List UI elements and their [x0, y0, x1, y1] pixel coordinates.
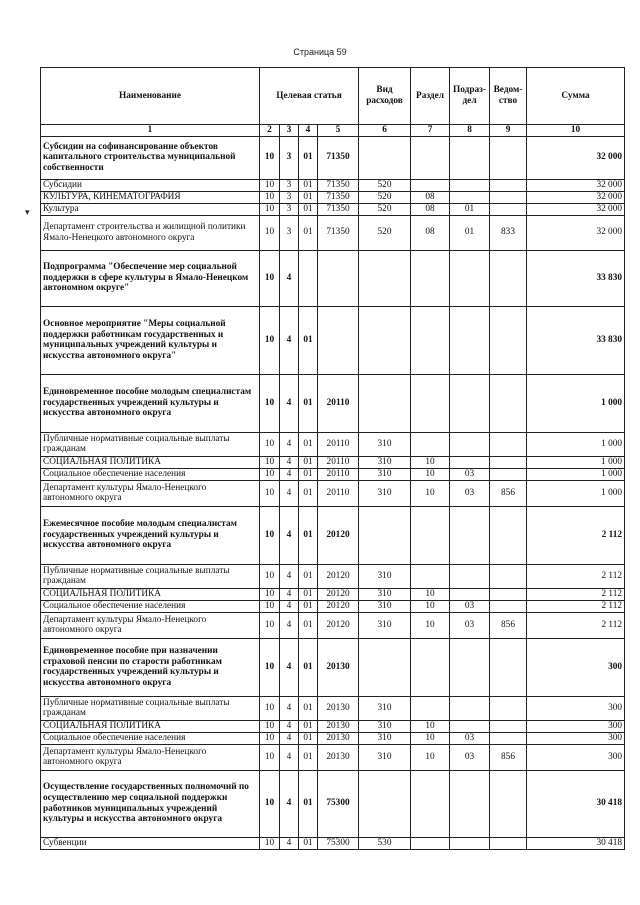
row-sum: 300	[527, 744, 625, 770]
table-row	[41, 432, 625, 456]
table-row	[41, 506, 625, 564]
row-sum: 2 112	[527, 588, 625, 600]
expense-type: 520	[359, 215, 411, 250]
section-code	[411, 564, 450, 588]
expense-type	[359, 638, 411, 696]
header-department: Ведом-ство	[490, 68, 527, 125]
section-code	[411, 506, 450, 564]
target-code-1: 10	[260, 612, 280, 638]
subsection-code	[450, 306, 490, 374]
column-number-row	[41, 125, 625, 137]
target-code-1: 10	[260, 306, 280, 374]
target-code-2: 4	[280, 456, 299, 468]
target-code-3: 01	[299, 432, 318, 456]
table-row	[41, 179, 625, 191]
section-code: 10	[411, 612, 450, 638]
subsection-code: 03	[450, 612, 490, 638]
section-code: 10	[411, 720, 450, 732]
column-number: 3	[280, 125, 299, 137]
row-sum: 300	[527, 720, 625, 732]
row-sum: 2 112	[527, 600, 625, 612]
target-code-2: 4	[280, 480, 299, 506]
section-code	[411, 179, 450, 191]
target-code-2: 4	[280, 564, 299, 588]
subsection-code	[450, 837, 490, 849]
department-code	[490, 456, 527, 468]
header-name: Наименование	[41, 68, 260, 125]
target-code-3: 01	[299, 588, 318, 600]
section-code	[411, 638, 450, 696]
table-row	[41, 720, 625, 732]
expense-type	[359, 136, 411, 179]
row-name: Основное мероприятие "Меры социальной поддержки работникам государственных и муниципальных учреждений культуры и искусства автономного округа"	[41, 306, 260, 374]
department-code: 833	[490, 215, 527, 250]
column-number: 10	[527, 125, 625, 137]
subsection-code	[450, 638, 490, 696]
expense-type: 310	[359, 732, 411, 744]
table-row	[41, 744, 625, 770]
row-name: Публичные нормативные социальные выплаты гражданам	[41, 696, 260, 720]
expense-type: 520	[359, 179, 411, 191]
row-name: Публичные нормативные социальные выплаты гражданам	[41, 432, 260, 456]
target-code-1: 10	[260, 203, 280, 215]
row-name: Департамент культуры Ямало-Ненецкого автономного округа	[41, 612, 260, 638]
section-code	[411, 306, 450, 374]
target-code-4: 20110	[318, 374, 359, 432]
department-code	[490, 770, 527, 837]
target-code-2: 4	[280, 374, 299, 432]
target-code-4: 20120	[318, 612, 359, 638]
target-code-3: 01	[299, 456, 318, 468]
table-row	[41, 136, 625, 179]
row-name: Социальное обеспечение населения	[41, 600, 260, 612]
target-code-2: 4	[280, 837, 299, 849]
table-row	[41, 203, 625, 215]
row-sum: 33 830	[527, 250, 625, 306]
margin-mark: ▾	[25, 207, 30, 217]
row-sum: 32 000	[527, 215, 625, 250]
target-code-3: 01	[299, 564, 318, 588]
target-code-3: 01	[299, 480, 318, 506]
department-code	[490, 564, 527, 588]
target-code-1: 10	[260, 215, 280, 250]
department-code	[490, 179, 527, 191]
expense-type	[359, 770, 411, 837]
department-code	[490, 506, 527, 564]
target-code-1: 10	[260, 744, 280, 770]
target-code-3: 01	[299, 837, 318, 849]
department-code	[490, 306, 527, 374]
target-code-3: 01	[299, 306, 318, 374]
subsection-code	[450, 191, 490, 203]
target-code-3: 01	[299, 191, 318, 203]
row-sum: 1 000	[527, 480, 625, 506]
row-name: Ежемесячное пособие молодым специалистам государственных учреждений культуры и искусства автономного округа	[41, 506, 260, 564]
section-code: 08	[411, 191, 450, 203]
target-code-2: 4	[280, 306, 299, 374]
target-code-3: 01	[299, 374, 318, 432]
target-code-1: 10	[260, 588, 280, 600]
row-sum: 1 000	[527, 432, 625, 456]
target-code-1: 10	[260, 720, 280, 732]
table-row	[41, 600, 625, 612]
subsection-code	[450, 506, 490, 564]
header-target-article: Целевая статья	[260, 68, 359, 125]
target-code-2: 4	[280, 744, 299, 770]
row-sum: 32 000	[527, 179, 625, 191]
row-name: Департамент культуры Ямало-Ненецкого автономного округа	[41, 480, 260, 506]
target-code-1: 10	[260, 250, 280, 306]
subsection-code: 01	[450, 215, 490, 250]
table-row	[41, 480, 625, 506]
department-code	[490, 720, 527, 732]
department-code	[490, 374, 527, 432]
section-code: 10	[411, 480, 450, 506]
row-sum: 30 418	[527, 770, 625, 837]
target-code-4: 20120	[318, 506, 359, 564]
table-row	[41, 564, 625, 588]
table-row	[41, 638, 625, 696]
subsection-code: 03	[450, 480, 490, 506]
row-sum: 1 000	[527, 456, 625, 468]
target-code-1: 10	[260, 480, 280, 506]
expense-type	[359, 306, 411, 374]
section-code: 08	[411, 215, 450, 250]
target-code-2: 4	[280, 432, 299, 456]
target-code-3: 01	[299, 720, 318, 732]
target-code-1: 10	[260, 191, 280, 203]
department-code	[490, 203, 527, 215]
expense-type: 310	[359, 744, 411, 770]
target-code-1: 10	[260, 179, 280, 191]
expense-type: 310	[359, 468, 411, 480]
target-code-4: 20130	[318, 638, 359, 696]
expense-type: 310	[359, 456, 411, 468]
target-code-2: 3	[280, 136, 299, 179]
target-code-4: 20110	[318, 468, 359, 480]
table-row	[41, 456, 625, 468]
expense-type	[359, 374, 411, 432]
target-code-1: 10	[260, 732, 280, 744]
row-name: Субсидии	[41, 179, 260, 191]
column-number: 5	[318, 125, 359, 137]
target-code-4	[318, 306, 359, 374]
budget-table	[40, 67, 625, 850]
target-code-2: 3	[280, 179, 299, 191]
target-code-4: 20120	[318, 588, 359, 600]
row-name: Единовременное пособие молодым специалистам государственных учреждений культуры и искусства автономного округа	[41, 374, 260, 432]
row-sum: 2 112	[527, 506, 625, 564]
section-code: 10	[411, 600, 450, 612]
target-code-4: 20110	[318, 480, 359, 506]
subsection-code: 01	[450, 203, 490, 215]
department-code	[490, 136, 527, 179]
target-code-3: 01	[299, 600, 318, 612]
department-code	[490, 191, 527, 203]
section-code: 10	[411, 732, 450, 744]
expense-type: 310	[359, 588, 411, 600]
row-name: Подпрограмма "Обеспечение мер социальной поддержки в сфере культуры в Ямало-Ненецком автономном округе"	[41, 250, 260, 306]
target-code-4: 71350	[318, 203, 359, 215]
row-name: Департамент культуры Ямало-Ненецкого автономного округа	[41, 744, 260, 770]
target-code-2: 4	[280, 506, 299, 564]
table-row	[41, 588, 625, 600]
subsection-code: 03	[450, 744, 490, 770]
column-number: 1	[41, 125, 260, 137]
department-code	[490, 600, 527, 612]
expense-type: 520	[359, 191, 411, 203]
section-code	[411, 374, 450, 432]
row-name: КУЛЬТУРА, КИНЕМАТОГРАФИЯ	[41, 191, 260, 203]
section-code	[411, 770, 450, 837]
target-code-2: 4	[280, 732, 299, 744]
target-code-2: 4	[280, 612, 299, 638]
expense-type: 520	[359, 203, 411, 215]
row-name: Субсидии на софинансирование объектов капитального строительства муниципальной собственности	[41, 136, 260, 179]
target-code-4	[318, 250, 359, 306]
section-code: 10	[411, 588, 450, 600]
target-code-4: 71350	[318, 215, 359, 250]
target-code-2: 4	[280, 600, 299, 612]
table-row	[41, 374, 625, 432]
section-code: 10	[411, 468, 450, 480]
table-row	[41, 770, 625, 837]
target-code-3: 01	[299, 732, 318, 744]
target-code-4: 20130	[318, 744, 359, 770]
target-code-1: 10	[260, 432, 280, 456]
row-sum: 1 000	[527, 374, 625, 432]
row-sum: 300	[527, 696, 625, 720]
subsection-code	[450, 250, 490, 306]
row-name: Департамент строительства и жилищной политики Ямало-Ненецкого автономного округа	[41, 215, 260, 250]
target-code-1: 10	[260, 468, 280, 480]
column-number: 9	[490, 125, 527, 137]
header-subsection: Подраз-дел	[450, 68, 490, 125]
target-code-2: 4	[280, 638, 299, 696]
header-section: Раздел	[411, 68, 450, 125]
target-code-1: 10	[260, 374, 280, 432]
row-sum: 2 112	[527, 612, 625, 638]
target-code-1: 10	[260, 136, 280, 179]
subsection-code	[450, 456, 490, 468]
expense-type	[359, 506, 411, 564]
target-code-3: 01	[299, 770, 318, 837]
row-name: СОЦИАЛЬНАЯ ПОЛИТИКА	[41, 588, 260, 600]
target-code-1: 10	[260, 564, 280, 588]
target-code-2: 3	[280, 215, 299, 250]
target-code-3: 01	[299, 215, 318, 250]
table-row	[41, 468, 625, 480]
target-code-4: 75300	[318, 770, 359, 837]
row-name: СОЦИАЛЬНАЯ ПОЛИТИКА	[41, 456, 260, 468]
column-number: 6	[359, 125, 411, 137]
row-sum: 300	[527, 638, 625, 696]
target-code-3: 01	[299, 136, 318, 179]
subsection-code	[450, 136, 490, 179]
target-code-1: 10	[260, 837, 280, 849]
table-row	[41, 696, 625, 720]
section-code: 10	[411, 456, 450, 468]
target-code-4: 71350	[318, 191, 359, 203]
department-code	[490, 250, 527, 306]
target-code-4: 20130	[318, 732, 359, 744]
target-code-2: 4	[280, 468, 299, 480]
section-code	[411, 136, 450, 179]
department-code: 856	[490, 480, 527, 506]
target-code-3: 01	[299, 203, 318, 215]
department-code	[490, 732, 527, 744]
target-code-4: 71350	[318, 179, 359, 191]
target-code-4: 20110	[318, 432, 359, 456]
subsection-code	[450, 720, 490, 732]
expense-type: 310	[359, 696, 411, 720]
column-number: 4	[299, 125, 318, 137]
target-code-2: 4	[280, 588, 299, 600]
row-sum: 2 112	[527, 564, 625, 588]
target-code-3: 01	[299, 696, 318, 720]
target-code-1: 10	[260, 696, 280, 720]
target-code-1: 10	[260, 506, 280, 564]
table-row	[41, 837, 625, 849]
target-code-2: 3	[280, 203, 299, 215]
subsection-code	[450, 179, 490, 191]
table-row	[41, 191, 625, 203]
section-code	[411, 432, 450, 456]
target-code-4: 20120	[318, 600, 359, 612]
target-code-3: 01	[299, 468, 318, 480]
expense-type: 310	[359, 432, 411, 456]
expense-type: 310	[359, 564, 411, 588]
expense-type: 310	[359, 600, 411, 612]
row-name: СОЦИАЛЬНАЯ ПОЛИТИКА	[41, 720, 260, 732]
row-sum: 30 418	[527, 837, 625, 849]
subsection-code	[450, 696, 490, 720]
target-code-4: 75300	[318, 837, 359, 849]
target-code-2: 4	[280, 250, 299, 306]
section-code	[411, 250, 450, 306]
target-code-3: 01	[299, 744, 318, 770]
department-code: 856	[490, 612, 527, 638]
row-sum: 32 000	[527, 203, 625, 215]
row-sum: 33 830	[527, 306, 625, 374]
target-code-1: 10	[260, 600, 280, 612]
subsection-code	[450, 374, 490, 432]
row-sum: 32 000	[527, 136, 625, 179]
target-code-3	[299, 250, 318, 306]
header-row	[41, 68, 625, 125]
target-code-3: 01	[299, 638, 318, 696]
target-code-4: 20110	[318, 456, 359, 468]
table-row	[41, 306, 625, 374]
column-number: 2	[260, 125, 280, 137]
table-row	[41, 250, 625, 306]
department-code	[490, 696, 527, 720]
target-code-1: 10	[260, 770, 280, 837]
department-code	[490, 468, 527, 480]
subsection-code	[450, 770, 490, 837]
subsection-code	[450, 564, 490, 588]
expense-type	[359, 250, 411, 306]
target-code-3: 01	[299, 506, 318, 564]
target-code-2: 4	[280, 696, 299, 720]
row-name: Субвенции	[41, 837, 260, 849]
target-code-4: 20120	[318, 564, 359, 588]
subsection-code: 03	[450, 732, 490, 744]
subsection-code: 03	[450, 468, 490, 480]
table-row	[41, 612, 625, 638]
target-code-2: 4	[280, 770, 299, 837]
header-sum: Сумма	[527, 68, 625, 125]
target-code-4: 20130	[318, 720, 359, 732]
expense-type: 310	[359, 612, 411, 638]
subsection-code	[450, 432, 490, 456]
section-code: 08	[411, 203, 450, 215]
table-row	[41, 215, 625, 250]
department-code: 856	[490, 744, 527, 770]
department-code	[490, 432, 527, 456]
row-sum: 32 000	[527, 191, 625, 203]
row-name: Публичные нормативные социальные выплаты гражданам	[41, 564, 260, 588]
row-sum: 300	[527, 732, 625, 744]
row-name: Социальное обеспечение населения	[41, 468, 260, 480]
header-expense-type: Вид расходов	[359, 68, 411, 125]
expense-type: 310	[359, 480, 411, 506]
page-label: Страница 59	[293, 47, 347, 57]
target-code-3: 01	[299, 612, 318, 638]
section-code: 10	[411, 744, 450, 770]
target-code-1: 10	[260, 456, 280, 468]
row-name: Осуществление государственных полномочий по осуществлению мер социальной поддержки работников муниципальных учреждений культуры и искусства автономного округа	[41, 770, 260, 837]
row-name: Единовременное пособие при назначении страховой пенсии по старости работникам государственных учреждений культуры и искусства автономного округа	[41, 638, 260, 696]
department-code	[490, 638, 527, 696]
department-code	[490, 837, 527, 849]
table-row	[41, 732, 625, 744]
target-code-1: 10	[260, 638, 280, 696]
target-code-2: 4	[280, 720, 299, 732]
row-name: Культура	[41, 203, 260, 215]
target-code-3: 01	[299, 179, 318, 191]
row-sum: 1 000	[527, 468, 625, 480]
target-code-4: 20130	[318, 696, 359, 720]
section-code	[411, 837, 450, 849]
subsection-code: 03	[450, 600, 490, 612]
target-code-2: 3	[280, 191, 299, 203]
department-code	[490, 588, 527, 600]
subsection-code	[450, 588, 490, 600]
row-name: Социальное обеспечение населения	[41, 732, 260, 744]
column-number: 7	[411, 125, 450, 137]
column-number: 8	[450, 125, 490, 137]
section-code	[411, 696, 450, 720]
expense-type: 310	[359, 720, 411, 732]
expense-type: 530	[359, 837, 411, 849]
target-code-4: 71350	[318, 136, 359, 179]
